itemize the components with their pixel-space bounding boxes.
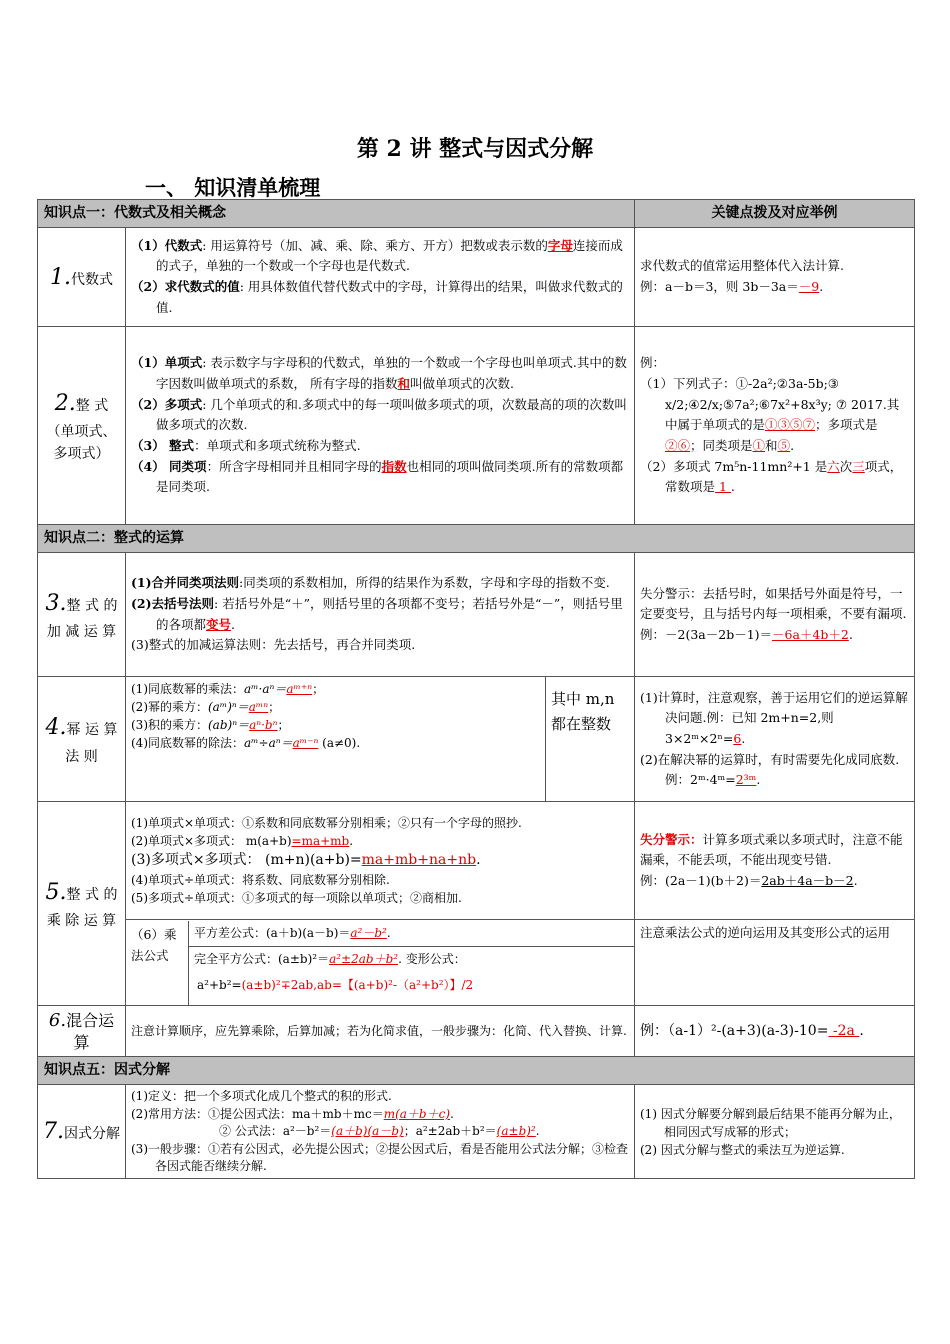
header-row — [38, 200, 915, 228]
formula-diff-squares: 平方差公式：(a＋b)(a－b)＝a²－b². — [189, 921, 634, 948]
row-keypoint: 失分警示：去括号时，如果括号外面是符号，一定要变号，且与括号内每一项相乘，不要有漏项. 例：－2(3a－2b－1)＝－6a＋4b＋2. — [635, 553, 915, 677]
section-heading: 一、 知识清单梳理 — [145, 175, 321, 200]
row-label: 3.整 式 的 加 减 运 算 — [38, 553, 126, 677]
row-formulas — [38, 920, 915, 1006]
row-label: 1.代数式 — [38, 228, 126, 327]
row-content: (1)同底数幂的乘法：aᵐ·aⁿ＝aᵐ⁺ⁿ； (2)幂的乘方：(aᵐ)ⁿ＝aᵐⁿ； (3)积的乘方：(ab)ⁿ＝aⁿ·bⁿ； (4)同底数幂的除法：aᵐ÷aⁿ＝aᵐ⁻ⁿ (a≠0). — [126, 677, 546, 802]
row-label: 6.混合运算 — [38, 1006, 126, 1057]
row-label: 4.幂 运 算 法 则 — [38, 677, 126, 802]
row-keypoint: 求代数式的值常运用整体代入法计算. 例：a－b＝3，则 3b－3a＝－9. — [635, 228, 915, 327]
row-multiply-divide — [38, 802, 915, 920]
row-content: (1)单项式×单项式：①系数和同底数幂分别相乘；②只有一个字母的照抄. (2)单项式×多项式： m(a+b)=ma+mb. (3)多项式×多项式： (m+n)(a+b)=ma+mb+na+nb. (4)单项式÷单项式：将系数、同底数幂分别相除. (5)多项式÷单项式：①多项式的每一项除以单项式；②商相加. — [126, 802, 635, 920]
row-factorization — [38, 1085, 915, 1179]
power-note: 其中 m,n 都在整数 — [546, 677, 635, 802]
row-keypoint: (1)计算时，注意观察，善于运用它们的逆运算解决问题.例：已知 2m+n=2,则 3×2ᵐ×2ⁿ=6. (2)在解决幂的运算时，有时需要先化成同底数.例：2ᵐ·4ᵐ=2³ᵐ. — [635, 677, 915, 802]
row-label: 5.整 式 的 乘 除 运 算 — [38, 802, 126, 1006]
row-content — [126, 920, 635, 1006]
row-keypoint: (1) 因式分解要分解到最后结果不能再分解为止，相同因式写成幂的形式； (2) 因式分解与整式的乘法互为逆运算. — [635, 1085, 915, 1179]
row-label: 7.因式分解 — [38, 1085, 126, 1179]
kp2-header: 知识点二：整式的运算 — [38, 525, 915, 553]
row-keypoint: 例：（a-1）²-(a+3)(a-3)-10= -2a . — [635, 1006, 915, 1057]
row-content: (1)定义：把一个多项式化成几个整式的积的形式. (2)常用方法：①提公因式法：ma＋mb＋mc＝m(a＋b＋c). ② 公式法：a²－b²＝(a＋b)(a－b)；a²±2ab＋b²＝(a±b)². (3)一般步骤：①若有公因式，必先提公因式；②提公因式后，看是否能用公式法分解；③检查各因式能否继续分解. — [126, 1085, 635, 1179]
row-keypoint: 失分警示：计算多项式乘以多项式时，注意不能漏乘，不能丢项，不能出现变号错. 例：(2a－1)(b＋2)＝2ab＋4a－b－2. — [635, 802, 915, 920]
header-row — [38, 525, 915, 553]
page-title: 第 2 讲 整式与因式分解 — [356, 136, 594, 162]
row-algebraic-expression — [38, 228, 915, 327]
row-mixed-operations — [38, 1006, 915, 1057]
formula-variant: a²+b²=(a±b)²∓2ab,ab=【(a+b)²-（a²+b²）】/2 — [197, 978, 474, 993]
row-content: （1）代数式: 用运算符号（加、减、乘、除、乘方、开方）把数或表示数的字母连接而成的式子，单独的一个数或一个字母也是代数式. （2）求代数式的值: 用具体数值代替代数式中的字母，计算得出的结果，叫做求代数式的值. — [126, 228, 635, 327]
knowledge-table — [37, 199, 915, 1179]
header-row — [38, 1057, 915, 1085]
row-add-subtract — [38, 553, 915, 677]
row-keypoint: 注意乘法公式的逆向运用及其变形公式的运用 — [635, 920, 915, 1006]
row-keypoint: 例： （1）下列式子：①-2a²;②3a-5b;③ x/2;④2/x;⑤7a²;⑥7x²+8x³y; ⑦ 2017.其中属于单项式的是①③⑤⑦；多项式是②⑥；同类项是①和⑤. （2）多项式 7m⁵n-11mn²+1 是六次三项式，常数项是 1 . — [635, 327, 915, 525]
row-power-rules — [38, 677, 915, 802]
kp1-header: 知识点一：代数式及相关概念 — [38, 200, 635, 228]
kp5-header: 知识点五：因式分解 — [38, 1057, 915, 1085]
row-content: 注意计算顺序，应先算乘除，后算加减；若为化简求值，一般步骤为：化简、代入替换、计算. — [126, 1006, 635, 1057]
formula-perfect-square: 完全平方公式：(a±b)²＝a²±2ab＋b². 变形公式： — [194, 952, 466, 967]
row-polynomial — [38, 327, 915, 525]
row-content: （1）单项式: 表示数字与字母积的代数式，单独的一个数或一个字母也叫单项式.其中的数字因数叫做单项式的系数， 所有字母的指数和叫做单项式的次数. （2）多项式: 几个单项式的和.多项式中的每一项叫做多项式的项，次数最高的项的次数叫做多项式的次数. （3） 整式：单项式和多项式统称为整式. （4） 同类项：所含字母相同并且相同字母的指数也相同的项叫做同类项.所有的常数项都是同类项. — [126, 327, 635, 525]
row-label: 2.整 式（单项式、多项式） — [38, 327, 126, 525]
formula-label: （6）乘法公式 — [126, 921, 189, 1005]
keypoints-header: 关键点拨及对应举例 — [635, 200, 915, 228]
row-content: (1)合并同类项法则:同类项的系数相加，所得的结果作为系数，字母和字母的指数不变. (2)去括号法则: 若括号外是“＋”，则括号里的各项都不变号；若括号外是“－”，则括号里的各项都变号. (3)整式的加减运算法则：先去括号，再合并同类项. — [126, 553, 635, 677]
